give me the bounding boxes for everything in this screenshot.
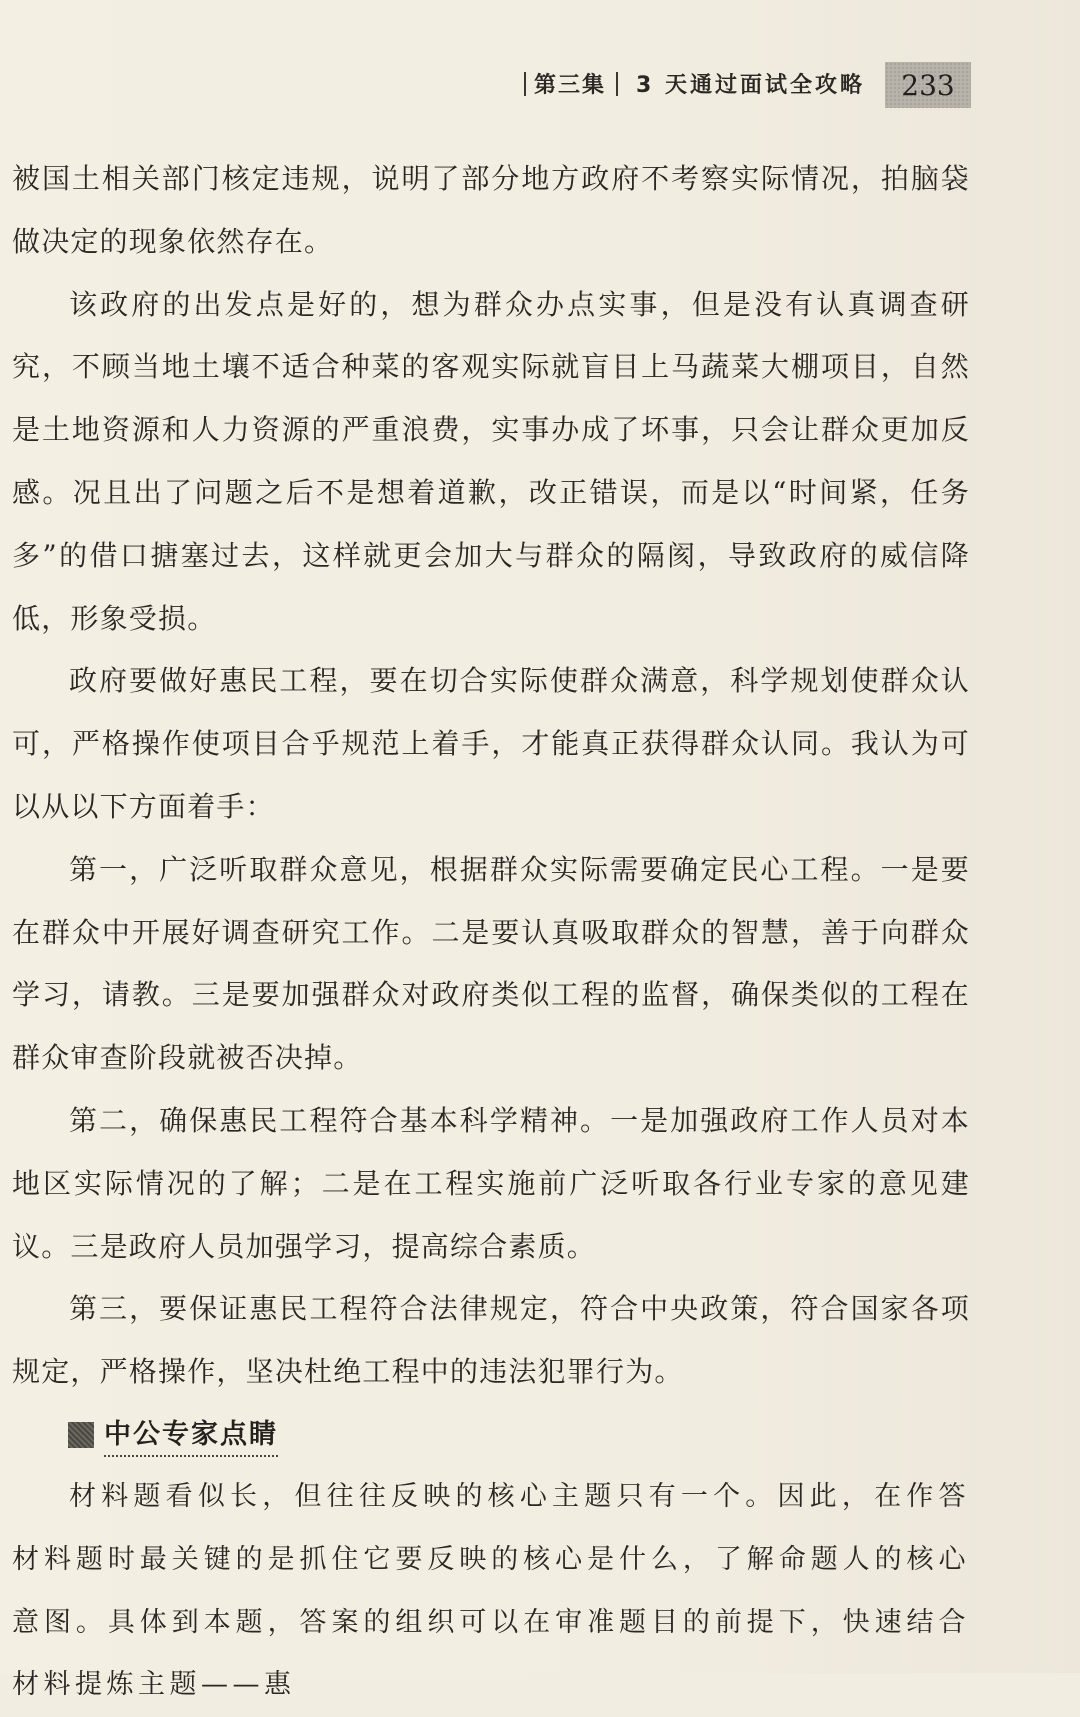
body-paragraph: 政府要做好惠民工程，要在切合实际使群众满意，科学规划使群众认可，严格操作使项目合乎规范上着手，才能真正获得群众认同。我认为可以从以下方面着手：	[12, 664, 970, 823]
body-paragraph: 第三，要保证惠民工程符合法律规定，符合中央政策，符合国家各项规定，严格操作，坚决杜绝工程中的违法犯罪行为。	[12, 1292, 970, 1389]
body-paragraph: 该政府的出发点是好的，想为群众办点实事，但是没有认真调查研究，不顾当地土壤不适合种菜的客观实际就盲目上马蔬菜大棚项目，自然是土地资源和人力资源的严重浪费，实事办成了坏事，只会让群众更加反感。况且出了问题之后不是想着道歉，改正错误，而是以“时间紧，任务多”的借口搪塞过去，这样就更会加大与群众的隔阂，导致政府的威信降低，形象受损。	[12, 287, 970, 635]
running-header	[520, 62, 970, 108]
section-heading	[68, 1404, 970, 1466]
page-number: 233	[901, 68, 955, 102]
body-paragraph: 第一，广泛听取群众意见，根据群众实际需要确定民心工程。一是要在群众中开展好调查研究工作。二是要认真吸取群众的智慧，善于向群众学习，请教。三是要加强群众对政府类似工程的监督，确保类似的工程在群众审查阶段就被否决掉。	[12, 852, 970, 1075]
page-body	[12, 148, 970, 1717]
book-title: 3 天通过面试全攻略	[636, 73, 865, 98]
header-divider	[524, 72, 526, 96]
body-paragraph: 被国土相关部门核定违规，说明了部分地方政府不考察实际情况，拍脑袋做决定的现象依然存在。	[12, 162, 970, 258]
expert-paragraph: 材料题看似长，但往往反映的核心主题只有一个。因此，在作答材料题时最关键的是抓住它要反映的核心是什么，了解命题人的核心意图。具体到本题，答案的组织可以在审准题目的前提下，快速结合材料提炼主题——惠	[12, 1480, 970, 1701]
page-number-box	[885, 62, 971, 108]
square-bullet-icon	[68, 1422, 94, 1448]
body-paragraph: 第二，确保惠民工程符合基本科学精神。一是加强政府工作人员对本地区实际情况的了解；二是在工程实施前广泛听取各行业专家的意见建议。三是政府人员加强学习，提高综合素质。	[12, 1103, 970, 1263]
section-heading-text: 中公专家点睛	[104, 1412, 278, 1457]
series-label: 第三集	[534, 73, 607, 98]
header-divider	[616, 72, 618, 96]
